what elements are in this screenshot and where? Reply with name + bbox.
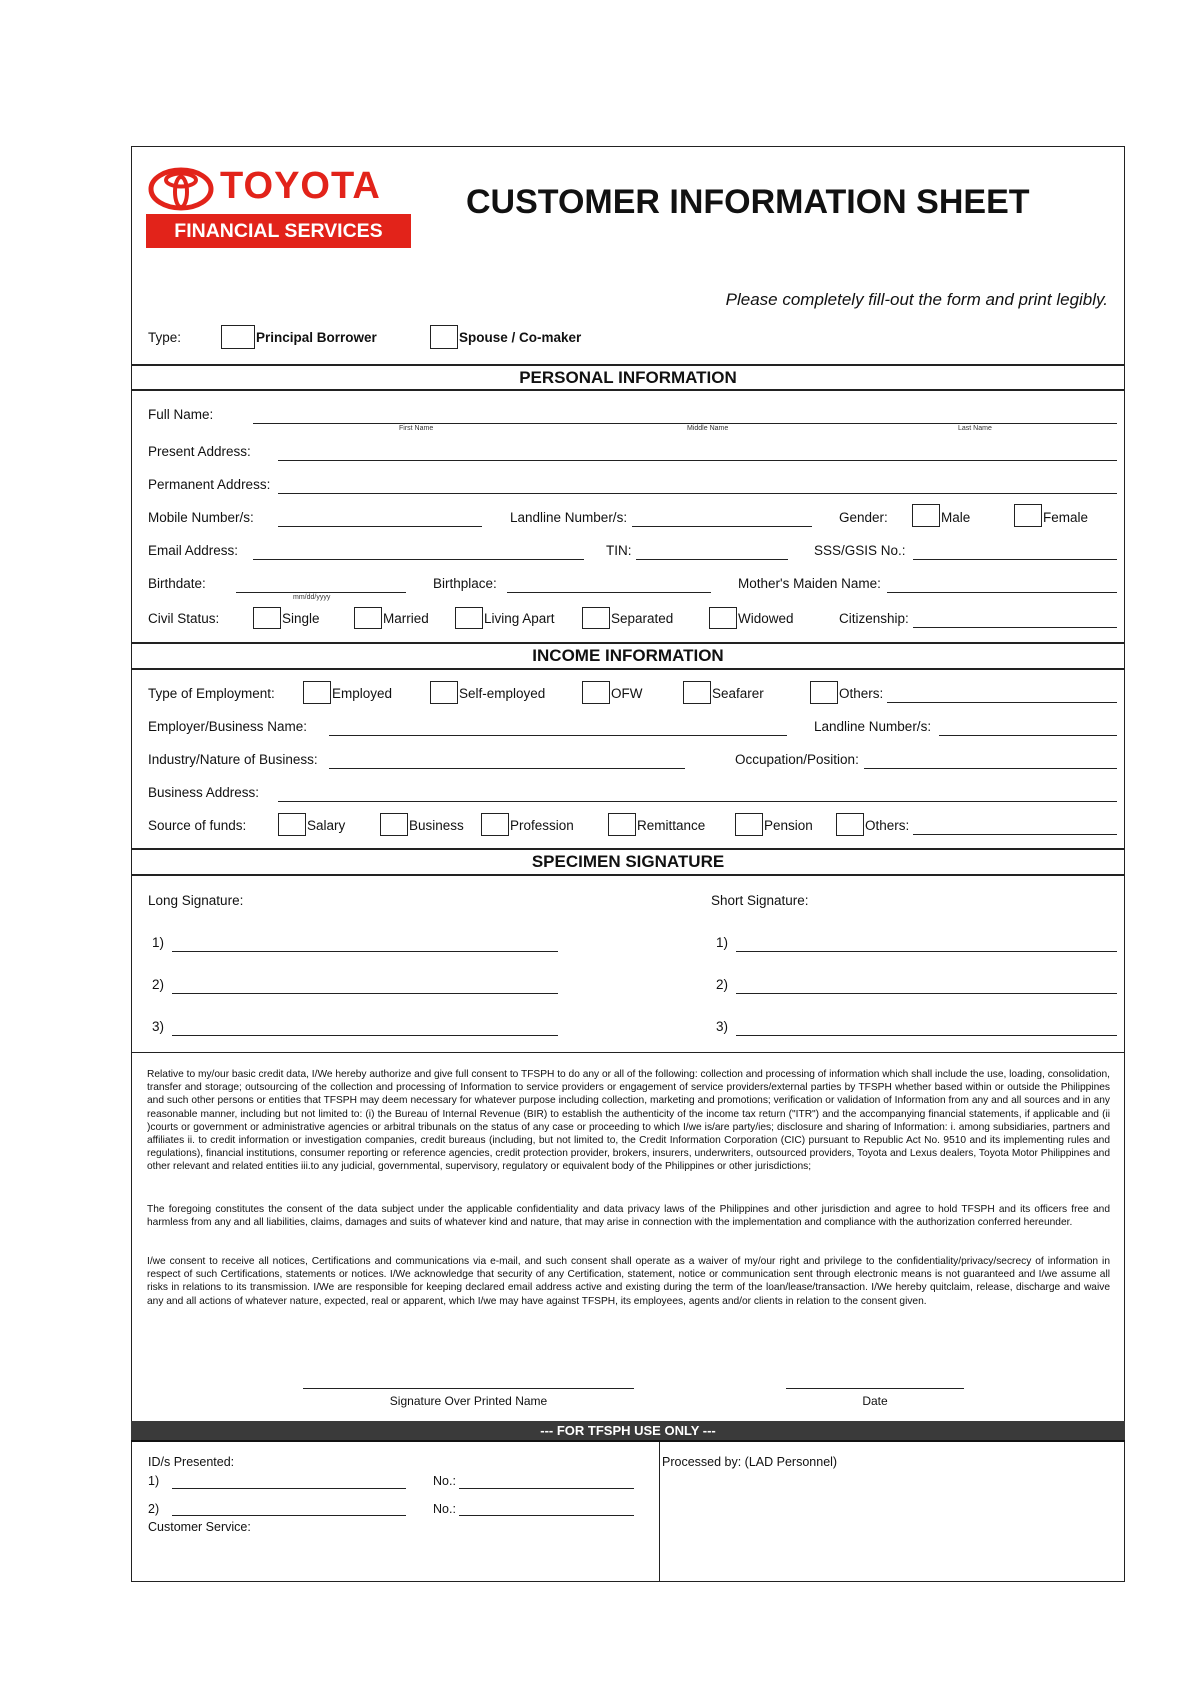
email-line[interactable] bbox=[253, 559, 584, 560]
widowed-label: Widowed bbox=[738, 611, 794, 626]
permanent-address-line[interactable] bbox=[278, 493, 1117, 494]
citizenship-label: Citizenship: bbox=[839, 611, 909, 626]
last-name-caption: Last Name bbox=[958, 425, 992, 432]
short-signature-label: Short Signature: bbox=[711, 893, 809, 908]
living-apart-checkbox[interactable] bbox=[455, 607, 483, 629]
id-row-1-line[interactable] bbox=[172, 1488, 406, 1489]
business-landline-label: Landline Number/s: bbox=[814, 719, 932, 734]
employer-label: Employer/Business Name: bbox=[148, 719, 308, 734]
business-address-line[interactable] bbox=[278, 801, 1117, 802]
occupation-label: Occupation/Position: bbox=[735, 752, 859, 767]
full-name-label: Full Name: bbox=[148, 407, 214, 422]
toyota-logo bbox=[146, 163, 411, 249]
ofw-checkbox[interactable] bbox=[582, 681, 610, 704]
signature-printed-name-line[interactable] bbox=[303, 1388, 634, 1389]
long-sig-line-3[interactable] bbox=[172, 1035, 558, 1036]
occupation-line[interactable] bbox=[864, 768, 1117, 769]
consent-paragraph-2: The foregoing constitutes the consent of the data subject under the applicable confidentiality and data privacy laws of the Philippines and other jurisdiction and agree to hold TFSPH and its officers free and harmless from any and all liabilities, claims, damages and suits of whatever kind and nature, that may arise in connection with the implementation and compliance with the authorization conferred hereunder. bbox=[147, 1204, 1110, 1229]
signature-heading: SPECIMEN SIGNATURE bbox=[131, 848, 1125, 876]
long-signature-label: Long Signature: bbox=[148, 893, 244, 908]
signature-printed-name-label: Signature Over Printed Name bbox=[389, 1394, 548, 1408]
id-row-2-no-label: No.: bbox=[433, 1502, 456, 1516]
tin-line[interactable] bbox=[636, 559, 788, 560]
date-format-caption: mm/dd/yyyy bbox=[293, 594, 331, 601]
employed-checkbox[interactable] bbox=[303, 681, 331, 704]
middle-name-caption: Middle Name bbox=[687, 425, 729, 432]
present-address-label: Present Address: bbox=[148, 444, 251, 459]
employer-line[interactable] bbox=[329, 735, 787, 736]
principal-borrower-checkbox[interactable] bbox=[221, 325, 255, 349]
short-sig-line-2[interactable] bbox=[736, 993, 1117, 994]
short-sig-num-3: 3) bbox=[716, 1019, 729, 1034]
female-checkbox[interactable] bbox=[1014, 504, 1042, 527]
married-checkbox[interactable] bbox=[354, 607, 382, 629]
salary-label: Salary bbox=[307, 818, 346, 833]
short-sig-num-1: 1) bbox=[716, 935, 729, 950]
employed-label: Employed bbox=[332, 686, 393, 701]
female-label: Female bbox=[1043, 510, 1089, 525]
personal-info-heading: PERSONAL INFORMATION bbox=[131, 364, 1125, 391]
processed-by-label: Processed by: (LAD Personnel) bbox=[662, 1455, 838, 1469]
signature-divider bbox=[131, 1052, 1125, 1053]
sss-line[interactable] bbox=[913, 559, 1117, 560]
id-row-1-no-label: No.: bbox=[433, 1474, 456, 1488]
pension-label: Pension bbox=[764, 818, 813, 833]
permanent-address-label: Permanent Address: bbox=[148, 477, 271, 492]
business-label: Business bbox=[409, 818, 464, 833]
short-sig-line-3[interactable] bbox=[736, 1035, 1117, 1036]
date-label: Date bbox=[862, 1394, 888, 1408]
date-line[interactable] bbox=[786, 1388, 964, 1389]
ofw-label: OFW bbox=[611, 686, 643, 701]
page-title: CUSTOMER INFORMATION SHEET bbox=[466, 183, 1030, 221]
industry-line[interactable] bbox=[329, 768, 685, 769]
customer-service-label: Customer Service: bbox=[148, 1520, 251, 1534]
office-column-divider bbox=[659, 1442, 660, 1582]
long-sig-num-1: 1) bbox=[152, 935, 165, 950]
landline-label: Landline Number/s: bbox=[510, 510, 628, 525]
separated-label: Separated bbox=[611, 611, 674, 626]
gender-label: Gender: bbox=[839, 510, 888, 525]
mobile-label: Mobile Number/s: bbox=[148, 510, 254, 525]
email-label: Email Address: bbox=[148, 543, 239, 558]
id-row-2-no-line[interactable] bbox=[459, 1515, 634, 1516]
short-sig-line-1[interactable] bbox=[736, 951, 1117, 952]
logo-wordmark: TOYOTA bbox=[220, 165, 381, 207]
toyota-emblem-icon bbox=[148, 166, 214, 212]
mothers-maiden-line[interactable] bbox=[887, 592, 1117, 593]
employment-others-label: Others: bbox=[839, 686, 884, 701]
long-sig-line-2[interactable] bbox=[172, 993, 558, 994]
self-employed-label: Self-employed bbox=[459, 686, 546, 701]
first-name-caption: First Name bbox=[399, 425, 434, 432]
id-row-2-num: 2) bbox=[148, 1502, 160, 1516]
separated-checkbox[interactable] bbox=[582, 607, 610, 629]
birthdate-label: Birthdate: bbox=[148, 576, 206, 591]
profession-label: Profession bbox=[510, 818, 574, 833]
long-sig-num-2: 2) bbox=[152, 977, 165, 992]
remittance-label: Remittance bbox=[637, 818, 706, 833]
ids-presented-label: ID/s Presented: bbox=[148, 1455, 235, 1469]
consent-paragraph-1: Relative to my/our basic credit data, I/We hereby authorize and give full consent to TFSPH to do any or all of the following: collection and processing of information which shall include the use, loading, consolidation, transfer and storage; outsourcing of the collection and processing of Information to service providers or engagement of service providers/external parties by TFSPH whether based within or outside the Philippines and such other persons or entities that TFSPH may deem necessary for whatever purpose including collection, marketing and promotions; verification or validation of Information from any and all sources and in any reasonable manner, including but not limited to: (i) the Bureau of Internal Revenue (BIR) to establish the authenticity of the income tax return ("ITR") and the accompanying financial statements, if applicable and (ii )courts or government or administrative agencies or arbitral tribunals on the status of any case or proceeding to which I/we is/are party/ies; disclosure and sharing of Information: i. among subsidiaries, partners and affiliates ii. to credit information or investigation companies, credit bureaus (including, but not limited to, the Credit Information Corporation (CIC) pursuant to Republic Act No. 9510 and its implementing rules and regulations), financial institutions, consumer reporting or reference agencies, credit protection provider, brokers, insurers, underwriters, outsourced providers, Toyota and Lexus dealers, Toyota Motor Philippines and other relevant and related entities iii.to any judicial, governmental, supervisory, regulatory or equivalent body of the Philippines or other jurisdictions; bbox=[147, 1069, 1110, 1173]
long-sig-line-1[interactable] bbox=[172, 951, 558, 952]
mobile-line[interactable] bbox=[278, 526, 482, 527]
single-label: Single bbox=[282, 611, 320, 626]
married-label: Married bbox=[383, 611, 429, 626]
pension-checkbox[interactable] bbox=[735, 813, 763, 836]
single-checkbox[interactable] bbox=[253, 607, 281, 629]
present-address-line[interactable] bbox=[278, 460, 1117, 461]
office-use-heading: --- FOR TFSPH USE ONLY --- bbox=[131, 1421, 1125, 1442]
birthdate-line[interactable] bbox=[236, 592, 406, 593]
mothers-maiden-label: Mother's Maiden Name: bbox=[738, 576, 881, 591]
employment-others-line[interactable] bbox=[887, 702, 1117, 703]
self-employed-checkbox[interactable] bbox=[430, 681, 458, 704]
type-label: Type: bbox=[148, 330, 182, 345]
business-checkbox[interactable] bbox=[380, 813, 408, 836]
remittance-checkbox[interactable] bbox=[608, 813, 636, 836]
salary-checkbox[interactable] bbox=[278, 813, 306, 836]
full-name-line[interactable] bbox=[253, 423, 1117, 424]
tin-label: TIN: bbox=[606, 543, 632, 558]
source-of-funds-label: Source of funds: bbox=[148, 818, 247, 833]
employment-type-label: Type of Employment: bbox=[148, 686, 275, 701]
id-row-1-no-line[interactable] bbox=[459, 1488, 634, 1489]
landline-line[interactable] bbox=[632, 526, 812, 527]
male-checkbox[interactable] bbox=[912, 504, 940, 527]
sss-label: SSS/GSIS No.: bbox=[814, 543, 906, 558]
industry-label: Industry/Nature of Business: bbox=[148, 752, 318, 767]
male-label: Male bbox=[941, 510, 971, 525]
funds-others-checkbox[interactable] bbox=[836, 813, 864, 836]
id-row-1-num: 1) bbox=[148, 1474, 160, 1488]
short-sig-num-2: 2) bbox=[716, 977, 729, 992]
instruction-text: Please completely fill-out the form and print legibly. bbox=[725, 290, 1108, 309]
consent-paragraph-3: I/we consent to receive all notices, Certifications and communications via e-mail, and such consent shall operate as a waiver of my/our right and privilege to the confidentiality/privacy/secrecy of information in respect of such Certifications, statements or notices. I/We acknowledge that security of any Certification, statement, notice or communication sent through electronic means is not guaranteed and I/we assume all risks in relations to its transmission. I/We are responsible for keeping declared email address active and existing during the term of the loan/lease/transaction. I/We hereby quitclaim, release, discharge and waive any and all actions of whatever nature, expected, real or apparent, which I/we may have against TFSPH, its employees, agents and/or clients in relation to the consent given. bbox=[147, 1256, 1110, 1307]
spouse-comaker-label: Spouse / Co-maker bbox=[459, 330, 582, 345]
civil-status-label: Civil Status: bbox=[148, 611, 220, 626]
logo-subbrand: FINANCIAL SERVICES bbox=[146, 214, 411, 248]
long-sig-num-3: 3) bbox=[152, 1019, 165, 1034]
citizenship-line[interactable] bbox=[913, 627, 1117, 628]
profession-checkbox[interactable] bbox=[481, 813, 509, 836]
funds-others-line[interactable] bbox=[913, 834, 1117, 835]
birthplace-line[interactable] bbox=[507, 592, 711, 593]
income-info-heading: INCOME INFORMATION bbox=[131, 642, 1125, 670]
widowed-checkbox[interactable] bbox=[709, 607, 737, 629]
employment-others-checkbox[interactable] bbox=[810, 681, 838, 704]
birthplace-label: Birthplace: bbox=[433, 576, 497, 591]
business-landline-line[interactable] bbox=[939, 735, 1117, 736]
business-address-label: Business Address: bbox=[148, 785, 260, 800]
living-apart-label: Living Apart bbox=[484, 611, 555, 626]
seafarer-checkbox[interactable] bbox=[683, 681, 711, 704]
spouse-comaker-checkbox[interactable] bbox=[430, 325, 458, 349]
id-row-2-line[interactable] bbox=[172, 1515, 406, 1516]
funds-others-label: Others: bbox=[865, 818, 910, 833]
principal-borrower-label: Principal Borrower bbox=[256, 330, 377, 345]
seafarer-label: Seafarer bbox=[712, 686, 764, 701]
